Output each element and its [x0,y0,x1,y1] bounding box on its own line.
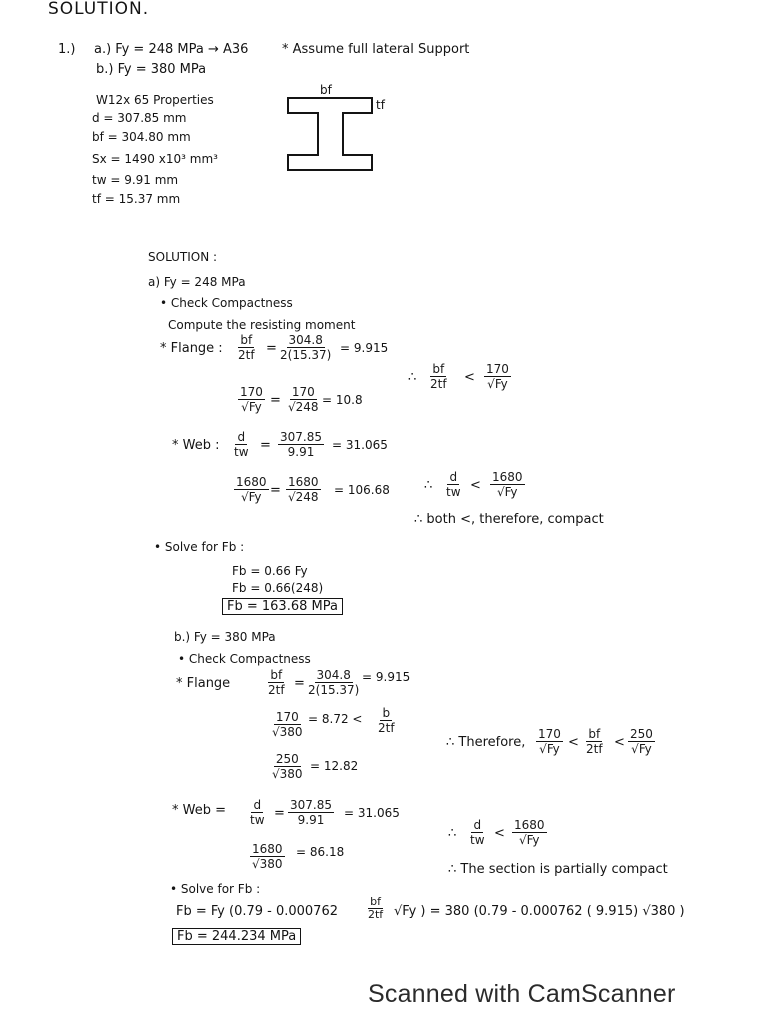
property-bf: bf = 304.80 mm [92,130,191,144]
flange-limit-2-b: $\frac{250}{√380}$ [272,752,303,781]
fb-formula-left: Fb = Fy (0.79 - 0.000762 [176,904,338,919]
properties-title: W12x 65 Properties [96,93,214,107]
flange-limit-sub-a: $\frac{170}{√248}$ [288,385,319,414]
flange-limit-1-ratio-b: $\frac{b}{2tf}$ [378,706,395,735]
flange-limit-2-result-b: = 12.82 [310,759,359,773]
fb-formula-ratio: $\frac{bf}{2tf}$ [368,895,384,921]
web-conclusion-b-prefix: ∴ [448,826,457,841]
web-limit-result-b: = 86.18 [296,845,345,859]
web-ratio-a: $\frac{d}{tw}$ [234,430,249,459]
flange-conclusion-b-op1: < [568,735,579,750]
check-compactness-a: • Check Compactness [160,296,293,310]
label-tf: tf [376,98,385,112]
flange-conclusion-b-b: $\frac{bf}{2tf}$ [586,727,603,756]
web-conclusion-a-prefix: ∴ [424,478,433,493]
flange-sub-a: $\frac{304.8}{2(15.37)}$ [280,333,332,362]
web-limit-result-a: = 106.68 [334,483,390,497]
fb-step-2: Fb = 0.66(248) [232,581,324,595]
label-bf: bf [320,83,332,97]
web-limit-b: $\frac{1680}{√380}$ [252,842,283,871]
web-sub-b: $\frac{307.85}{9.91}$ [290,798,332,827]
web-ratio-b: $\frac{d}{tw}$ [250,798,265,827]
solve-fb-b: • Solve for Fb : [170,882,261,896]
property-d: d = 307.85 mm [92,111,187,125]
web-limit-a: $\frac{1680}{√Fy}$ [236,475,267,504]
fb-formula-right: √Fy ) = 380 (0.79 - 0.000762 ( 9.915) √380 ) [394,904,685,919]
problem-number: 1.) [58,42,76,57]
fb-answer-a: Fb = 163.68 MPa [222,598,343,615]
flange-result-a: = 9.915 [340,341,389,355]
case-b-statement: b.) Fy = 380 MPa [96,62,207,77]
flange-limit-result-a: = 10.8 [322,393,363,407]
fb-step-1: Fb = 0.66 Fy [232,564,308,578]
equals: = [270,483,281,498]
solution-heading: SOLUTION : [148,250,218,264]
case-b-heading: b.) Fy = 380 MPa [174,630,276,644]
web-conclusion-b-op: < [494,826,505,841]
web-label-a: * Web : [172,438,220,453]
web-conclusion-a-left: $\frac{d}{tw}$ [446,470,461,499]
flange-conclusion-b-op2: < [614,735,625,750]
flange-sub-b: $\frac{304.8}{2(15.37)}$ [308,668,360,697]
solve-fb-a: • Solve for Fb : [154,540,245,554]
equals: = [266,341,277,356]
page-title: SOLUTION. [48,0,150,19]
flange-ratio-a: $\frac{bf}{2tf}$ [238,333,255,362]
flange-conclusion-a-op: < [464,370,475,385]
property-tf: tf = 15.37 mm [92,192,181,206]
web-conclusion-a-right: $\frac{1680}{√Fy}$ [492,470,523,499]
web-result-a: = 31.065 [332,438,388,452]
web-conclusion-a-op: < [470,478,481,493]
i-beam-section-sketch [280,82,395,182]
web-sub-a: $\frac{307.85}{9.91}$ [280,430,322,459]
flange-conclusion-b-a: $\frac{170}{√Fy}$ [538,727,561,756]
equals: = [270,393,281,408]
flange-result-b: = 9.915 [362,670,411,684]
web-conclusion-b-left: $\frac{d}{tw}$ [470,818,485,847]
compute-note: Compute the resisting moment [168,318,356,332]
flange-conclusion-a-right: $\frac{170}{√Fy}$ [486,362,509,391]
property-sx: Sx = 1490 x10³ mm³ [92,152,218,166]
web-label-b: * Web = [172,803,226,818]
web-conclusion-b-right: $\frac{1680}{√Fy}$ [514,818,545,847]
equals: = [260,438,271,453]
equals: = [274,806,285,821]
check-compactness-b: • Check Compactness [178,652,311,666]
web-result-b: = 31.065 [344,806,400,820]
flange-ratio-b: $\frac{bf}{2tf}$ [268,668,285,697]
flange-conclusion-b-c: $\frac{250}{√Fy}$ [630,727,653,756]
overall-conclusion-a: ∴ both <, therefore, compact [414,512,604,527]
flange-conclusion-a-prefix: ∴ [408,370,417,385]
equals: = [294,676,305,691]
flange-limit-1-result-b: = 8.72 < [308,712,363,726]
flange-label-a: * Flange : [160,341,223,356]
web-limit-sub-a: $\frac{1680}{√248}$ [288,475,319,504]
flange-label-b: * Flange [176,676,231,691]
flange-conclusion-b-prefix: ∴ Therefore, [446,735,526,750]
property-tw: tw = 9.91 mm [92,173,179,187]
overall-conclusion-b: ∴ The section is partially compact [448,862,668,877]
camscanner-watermark: Scanned with CamScanner [368,980,676,1008]
case-a-heading: a) Fy = 248 MPa [148,275,246,289]
case-a-statement: a.) Fy = 248 MPa → A36 [94,42,249,57]
assumption-note: * Assume full lateral Support [282,42,470,57]
flange-limit-1-b: $\frac{170}{√380}$ [272,710,303,739]
fb-answer-b: Fb = 244.234 MPa [172,928,301,945]
flange-conclusion-a-left: $\frac{bf}{2tf}$ [430,362,447,391]
flange-limit-a: $\frac{170}{√Fy}$ [240,385,263,414]
